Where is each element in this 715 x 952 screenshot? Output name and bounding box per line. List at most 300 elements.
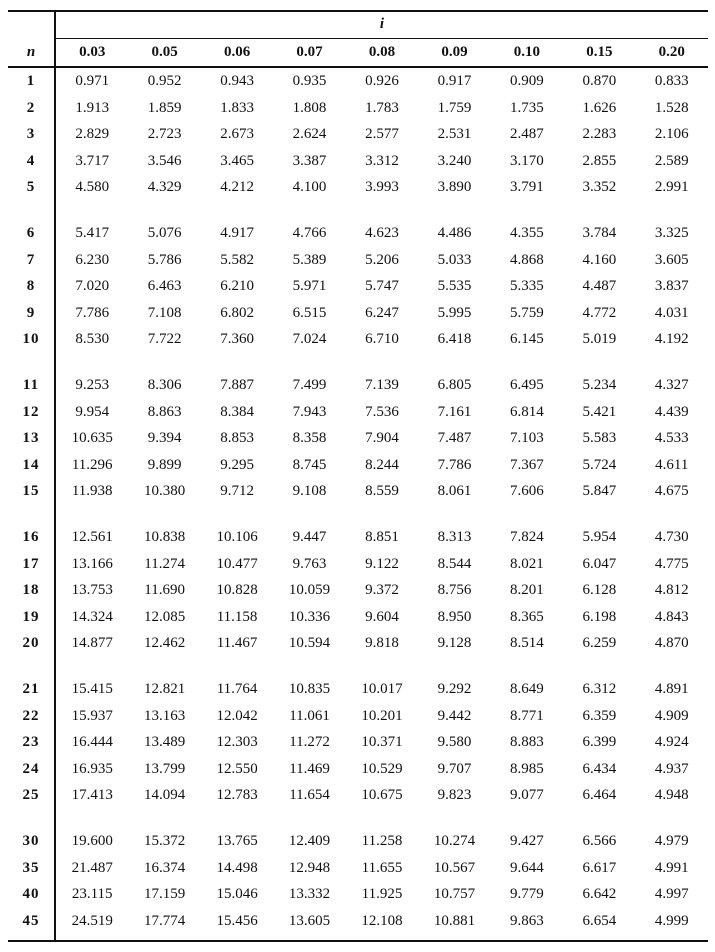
value-cell: 3.717 — [75, 152, 110, 169]
value-cell: 9.077 — [510, 787, 544, 804]
value-cell: 6.654 — [582, 912, 617, 929]
value-cell: 0.833 — [654, 73, 689, 89]
value-cell: 6.198 — [582, 608, 617, 625]
value-cell: 7.499 — [292, 377, 327, 393]
value-cell: 6.710 — [365, 331, 399, 348]
value-cell: 2.589 — [654, 152, 689, 169]
period-cell: 18 — [22, 582, 40, 599]
value-cell: 7.824 — [510, 529, 544, 545]
value-cell: 3.387 — [292, 152, 327, 169]
value-cell: 0.926 — [365, 73, 399, 89]
value-cell: 9.604 — [365, 608, 399, 625]
value-cell: 8.851 — [365, 529, 399, 545]
value-cell: 5.724 — [582, 456, 617, 473]
value-cell: 4.772 — [582, 304, 617, 321]
value-cell: 7.367 — [510, 456, 544, 473]
value-cell: 3.605 — [654, 251, 689, 268]
value-cell: 15.937 — [71, 707, 113, 724]
value-cell: 9.253 — [75, 377, 110, 393]
value-cell: 4.730 — [654, 529, 689, 545]
value-cell: 2.487 — [510, 126, 544, 143]
value-cell: 4.909 — [654, 707, 689, 724]
value-cell: 10.757 — [433, 886, 476, 903]
value-cell: 5.019 — [582, 331, 617, 348]
value-cell: 14.498 — [216, 859, 258, 876]
period-cell: 17 — [22, 555, 40, 572]
value-cell: 9.712 — [220, 483, 254, 500]
value-cell: 7.904 — [365, 430, 399, 447]
period-cell: 3 — [26, 126, 36, 143]
value-cell: 10.594 — [288, 635, 331, 652]
value-cell: 1.859 — [147, 99, 182, 116]
value-cell: 2.855 — [582, 152, 617, 169]
period-cell: 10 — [22, 331, 40, 348]
period-cell: 20 — [22, 635, 40, 652]
rate-header-label: i — [379, 16, 385, 32]
value-cell: 10.477 — [216, 555, 258, 572]
period-cell: 6 — [26, 225, 36, 241]
value-cell: 8.306 — [147, 377, 182, 393]
value-cell: 6.145 — [510, 331, 544, 348]
value-cell: 5.417 — [75, 225, 110, 241]
value-cell: 6.128 — [582, 582, 617, 599]
value-cell: 7.786 — [437, 456, 472, 473]
value-cell: 10.675 — [361, 787, 403, 804]
value-cell: 2.723 — [147, 126, 182, 143]
value-cell: 8.514 — [510, 635, 544, 652]
value-cell: 7.161 — [437, 403, 472, 420]
value-cell: 3.993 — [365, 179, 399, 196]
column-header: 0.09 — [441, 44, 468, 60]
period-cell: 11 — [22, 377, 40, 393]
value-cell: 5.995 — [437, 304, 472, 321]
value-cell: 0.909 — [510, 73, 544, 89]
value-cell: 1.913 — [75, 99, 110, 116]
value-cell: 2.106 — [654, 126, 689, 143]
value-cell: 4.924 — [654, 734, 689, 751]
value-cell: 8.985 — [510, 760, 544, 777]
value-cell: 17.774 — [144, 912, 186, 929]
value-cell: 16.935 — [71, 760, 113, 777]
value-cell: 10.529 — [361, 760, 403, 777]
value-cell: 12.303 — [216, 734, 258, 751]
value-cell: 8.745 — [292, 456, 327, 473]
value-cell: 4.937 — [654, 760, 689, 777]
period-cell: 13 — [22, 430, 40, 447]
value-cell: 1.528 — [654, 99, 689, 116]
value-cell: 14.324 — [71, 608, 113, 625]
value-cell: 5.747 — [365, 278, 399, 295]
value-cell: 10.201 — [361, 707, 403, 724]
value-cell: 13.753 — [71, 582, 113, 599]
value-cell: 12.561 — [71, 529, 113, 545]
period-cell: 14 — [22, 456, 40, 473]
value-cell: 11.925 — [361, 886, 403, 903]
value-cell: 8.771 — [510, 707, 544, 724]
column-header: 0.07 — [296, 44, 323, 60]
value-cell: 10.274 — [433, 833, 476, 849]
value-cell: 9.823 — [437, 787, 472, 804]
value-cell: 5.582 — [220, 251, 254, 268]
value-cell: 11.938 — [71, 483, 113, 500]
value-cell: 10.881 — [433, 912, 476, 929]
value-cell: 11.258 — [361, 833, 403, 849]
value-cell: 3.325 — [654, 225, 689, 241]
value-cell: 9.818 — [365, 635, 399, 652]
value-cell: 6.210 — [220, 278, 254, 295]
value-cell: 3.312 — [365, 152, 399, 169]
value-cell: 9.707 — [437, 760, 472, 777]
value-cell: 10.336 — [288, 608, 331, 625]
period-cell: 4 — [26, 152, 36, 169]
value-cell: 7.786 — [75, 304, 110, 321]
value-cell: 4.979 — [654, 833, 689, 849]
value-cell: 5.954 — [582, 529, 617, 545]
value-cell: 12.550 — [216, 760, 258, 777]
value-cell: 15.372 — [144, 833, 186, 849]
value-cell: 8.061 — [437, 483, 472, 500]
period-cell: 45 — [22, 912, 40, 929]
value-cell: 4.623 — [365, 225, 399, 241]
value-cell: 7.024 — [292, 331, 327, 348]
value-cell: 3.170 — [510, 152, 544, 169]
value-cell: 4.868 — [510, 251, 544, 268]
value-cell: 0.971 — [75, 73, 110, 89]
value-cell: 3.784 — [582, 225, 617, 241]
value-cell: 4.870 — [654, 635, 689, 652]
value-cell: 4.355 — [510, 225, 544, 241]
value-cell: 8.544 — [437, 555, 472, 572]
period-cell: 23 — [22, 734, 40, 751]
value-cell: 15.456 — [216, 912, 258, 929]
value-cell: 5.583 — [582, 430, 617, 447]
period-cell: 22 — [22, 707, 40, 724]
value-cell: 9.644 — [510, 859, 544, 876]
period-cell: 8 — [26, 278, 36, 295]
value-cell: 6.805 — [437, 377, 472, 393]
value-cell: 1.833 — [220, 99, 254, 116]
value-cell: 1.808 — [292, 99, 327, 116]
value-cell: 8.863 — [147, 403, 182, 420]
value-cell: 10.017 — [361, 681, 403, 697]
value-cell: 9.292 — [437, 681, 472, 697]
value-cell: 19.600 — [71, 833, 113, 849]
value-cell: 9.580 — [437, 734, 472, 751]
value-cell: 2.991 — [654, 179, 689, 196]
value-cell: 11.467 — [216, 635, 258, 652]
period-cell: 21 — [22, 681, 40, 697]
value-cell: 6.259 — [582, 635, 617, 652]
period-cell: 30 — [22, 833, 40, 849]
value-cell: 7.722 — [147, 331, 182, 348]
value-cell: 8.021 — [510, 555, 544, 572]
value-cell: 8.950 — [437, 608, 472, 625]
value-cell: 8.756 — [437, 582, 472, 599]
value-cell: 8.853 — [220, 430, 254, 447]
value-cell: 10.380 — [144, 483, 186, 500]
value-cell: 6.617 — [582, 859, 617, 876]
value-cell: 12.042 — [216, 707, 258, 724]
value-cell: 11.296 — [71, 456, 113, 473]
value-cell: 4.991 — [654, 859, 689, 876]
value-cell: 8.384 — [220, 403, 254, 420]
value-cell: 16.444 — [71, 734, 113, 751]
value-cell: 9.954 — [75, 403, 110, 420]
value-cell: 8.358 — [292, 430, 327, 447]
value-cell: 9.779 — [510, 886, 544, 903]
period-cell: 19 — [22, 608, 40, 625]
value-cell: 0.870 — [582, 73, 617, 89]
value-cell: 7.103 — [510, 430, 544, 447]
value-cell: 7.139 — [365, 377, 399, 393]
value-cell: 0.935 — [292, 73, 327, 89]
value-cell: 3.791 — [510, 179, 544, 196]
value-cell: 3.240 — [437, 152, 472, 169]
value-cell: 10.567 — [433, 859, 476, 876]
value-cell: 13.765 — [216, 833, 258, 849]
value-cell: 24.519 — [71, 912, 113, 929]
value-cell: 6.515 — [292, 304, 327, 321]
header-inner-rule — [55, 38, 708, 39]
value-cell: 11.274 — [144, 555, 185, 572]
value-cell: 4.917 — [220, 225, 254, 241]
value-cell: 4.533 — [654, 430, 689, 447]
value-cell: 8.559 — [365, 483, 399, 500]
period-cell: 1 — [26, 73, 36, 89]
column-header: 0.15 — [586, 44, 613, 60]
value-cell: 5.759 — [510, 304, 544, 321]
value-cell: 9.447 — [292, 529, 327, 545]
value-cell: 4.160 — [582, 251, 617, 268]
value-cell: 5.076 — [147, 225, 182, 241]
value-cell: 6.434 — [582, 760, 617, 777]
column-header: 0.03 — [79, 44, 106, 60]
value-cell: 4.997 — [654, 886, 689, 903]
period-header-label: n — [26, 44, 36, 60]
column-header: 0.20 — [658, 44, 685, 60]
value-cell: 11.690 — [144, 582, 185, 599]
value-cell: 6.230 — [75, 251, 110, 268]
value-cell: 12.948 — [288, 859, 331, 876]
table-bottom-rule — [8, 940, 708, 942]
value-cell: 9.372 — [365, 582, 399, 599]
value-cell: 9.763 — [292, 555, 327, 572]
value-cell: 5.206 — [365, 251, 399, 268]
value-cell: 11.655 — [361, 859, 403, 876]
value-cell: 6.802 — [220, 304, 254, 321]
value-cell: 6.642 — [582, 886, 617, 903]
value-cell: 1.626 — [582, 99, 617, 116]
value-cell: 8.365 — [510, 608, 544, 625]
value-cell: 13.605 — [288, 912, 331, 929]
present-value-table — [8, 10, 708, 942]
period-cell: 40 — [22, 886, 40, 903]
value-cell: 10.835 — [288, 681, 331, 697]
value-cell: 8.201 — [510, 582, 544, 599]
value-cell: 4.487 — [582, 278, 617, 295]
value-cell: 11.764 — [216, 681, 258, 697]
value-cell: 6.495 — [510, 377, 544, 393]
value-cell: 6.247 — [365, 304, 399, 321]
value-cell: 4.212 — [220, 179, 254, 196]
value-cell: 10.106 — [216, 529, 258, 545]
value-cell: 21.487 — [71, 859, 113, 876]
value-cell: 12.783 — [216, 787, 258, 804]
value-cell: 7.020 — [75, 278, 110, 295]
value-cell: 10.371 — [361, 734, 403, 751]
value-cell: 9.108 — [292, 483, 327, 500]
value-cell: 7.536 — [365, 403, 399, 420]
value-cell: 6.047 — [582, 555, 617, 572]
value-cell: 13.163 — [144, 707, 186, 724]
value-cell: 5.234 — [582, 377, 617, 393]
value-cell: 6.359 — [582, 707, 617, 724]
value-cell: 4.675 — [654, 483, 689, 500]
value-cell: 4.999 — [654, 912, 689, 929]
value-cell: 2.624 — [292, 126, 327, 143]
value-cell: 16.374 — [144, 859, 186, 876]
value-cell: 23.115 — [71, 886, 113, 903]
value-cell: 12.821 — [144, 681, 186, 697]
value-cell: 4.611 — [655, 456, 689, 473]
value-cell: 5.847 — [582, 483, 617, 500]
value-cell: 2.829 — [75, 126, 110, 143]
value-cell: 5.535 — [437, 278, 472, 295]
value-cell: 13.332 — [288, 886, 331, 903]
value-cell: 10.635 — [71, 430, 113, 447]
value-cell: 4.775 — [654, 555, 689, 572]
value-cell: 0.943 — [220, 73, 254, 89]
value-cell: 9.899 — [147, 456, 182, 473]
value-cell: 5.335 — [510, 278, 544, 295]
value-cell: 1.759 — [437, 99, 472, 116]
column-header: 0.05 — [151, 44, 178, 60]
value-cell: 6.464 — [582, 787, 617, 804]
value-cell: 11.272 — [289, 734, 330, 751]
value-cell: 4.486 — [437, 225, 472, 241]
value-cell: 10.828 — [216, 582, 258, 599]
value-cell: 5.033 — [437, 251, 472, 268]
period-cell: 15 — [22, 483, 40, 500]
value-cell: 15.046 — [216, 886, 258, 903]
period-cell: 24 — [22, 760, 40, 777]
value-cell: 7.487 — [437, 430, 472, 447]
value-cell: 15.415 — [71, 681, 113, 697]
period-cell: 7 — [26, 251, 36, 268]
value-cell: 4.580 — [75, 179, 110, 196]
value-cell: 9.394 — [147, 430, 182, 447]
period-cell: 12 — [22, 403, 40, 420]
value-cell: 5.786 — [147, 251, 182, 268]
value-cell: 0.917 — [437, 73, 472, 89]
table-top-rule — [8, 10, 708, 12]
value-cell: 4.891 — [654, 681, 689, 697]
period-cell: 35 — [22, 859, 40, 876]
value-cell: 7.887 — [220, 377, 254, 393]
value-cell: 0.952 — [147, 73, 182, 89]
value-cell: 4.192 — [654, 331, 689, 348]
value-cell: 2.673 — [220, 126, 254, 143]
value-cell: 17.413 — [71, 787, 113, 804]
value-cell: 8.244 — [365, 456, 399, 473]
value-cell: 17.159 — [144, 886, 186, 903]
value-cell: 3.837 — [654, 278, 689, 295]
value-cell: 10.838 — [144, 529, 186, 545]
value-cell: 4.100 — [292, 179, 327, 196]
value-cell: 12.085 — [144, 608, 186, 625]
value-cell: 13.799 — [144, 760, 186, 777]
value-cell: 7.606 — [510, 483, 544, 500]
value-cell: 9.863 — [510, 912, 544, 929]
value-cell: 4.329 — [147, 179, 182, 196]
column-header: 0.08 — [368, 44, 396, 60]
period-cell: 25 — [22, 787, 40, 804]
value-cell: 5.421 — [582, 403, 617, 420]
value-cell: 14.094 — [144, 787, 186, 804]
value-cell: 3.546 — [147, 152, 182, 169]
value-cell: 6.814 — [510, 403, 544, 420]
period-cell: 2 — [26, 99, 36, 116]
value-cell: 8.883 — [510, 734, 544, 751]
value-cell: 6.566 — [582, 833, 617, 849]
value-cell: 3.465 — [220, 152, 254, 169]
value-cell: 14.877 — [71, 635, 113, 652]
value-cell: 4.327 — [654, 377, 689, 393]
value-cell: 7.108 — [147, 304, 182, 321]
value-cell: 4.843 — [654, 608, 689, 625]
period-cell: 16 — [22, 529, 40, 545]
value-cell: 11.061 — [289, 707, 330, 724]
value-cell: 9.295 — [220, 456, 254, 473]
value-cell: 9.128 — [437, 635, 472, 652]
value-cell: 6.399 — [582, 734, 617, 751]
value-cell: 9.442 — [437, 707, 472, 724]
value-cell: 4.031 — [654, 304, 689, 321]
value-cell: 12.108 — [361, 912, 403, 929]
value-cell: 6.312 — [582, 681, 617, 697]
value-cell: 1.735 — [510, 99, 544, 116]
value-cell: 5.389 — [292, 251, 327, 268]
value-cell: 2.531 — [437, 126, 472, 143]
value-cell: 9.122 — [365, 555, 399, 572]
period-cell: 9 — [26, 304, 36, 321]
value-cell: 8.313 — [437, 529, 472, 545]
value-cell: 6.418 — [437, 331, 472, 348]
value-cell: 11.158 — [216, 608, 258, 625]
value-cell: 2.283 — [582, 126, 617, 143]
value-cell: 8.649 — [510, 681, 544, 697]
value-cell: 6.463 — [147, 278, 182, 295]
value-cell: 4.766 — [292, 225, 327, 241]
value-cell: 4.948 — [654, 787, 689, 804]
value-cell: 12.462 — [144, 635, 186, 652]
value-cell: 9.427 — [510, 833, 544, 849]
value-cell: 10.059 — [288, 582, 331, 599]
value-cell: 4.439 — [654, 403, 689, 420]
value-cell: 11.469 — [289, 760, 330, 777]
value-cell: 7.943 — [292, 403, 327, 420]
value-cell: 11.654 — [289, 787, 330, 804]
value-cell: 13.166 — [71, 555, 113, 572]
value-cell: 3.890 — [437, 179, 472, 196]
column-header: 0.10 — [513, 44, 540, 60]
value-cell: 13.489 — [144, 734, 186, 751]
value-cell: 8.530 — [75, 331, 110, 348]
value-cell: 5.971 — [292, 278, 327, 295]
value-cell: 4.812 — [654, 582, 689, 599]
column-header: 0.06 — [223, 44, 251, 60]
header-bottom-rule — [8, 66, 708, 68]
